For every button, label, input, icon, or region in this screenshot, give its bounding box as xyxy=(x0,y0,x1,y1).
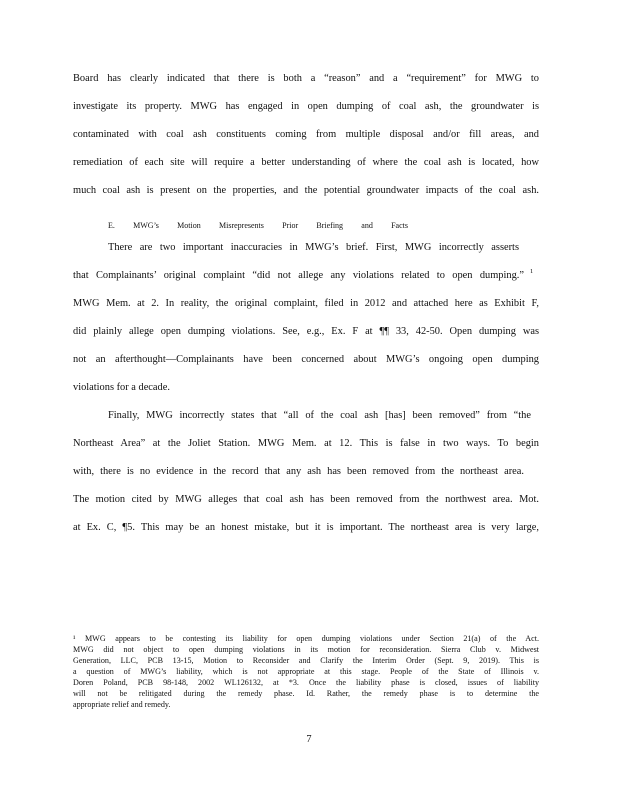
footnote-reference: 1 xyxy=(530,268,534,275)
paragraph-3-line: Northeast Area” at the Joliet Station. MWG Mem. at 12. This is false in two ways. To begin xyxy=(73,438,539,449)
body-line: much coal ash is present on the properties, and the potential groundwater impacts of the coal ash. xyxy=(73,185,539,196)
footnote-line: Doren Poland, PCB 98-148, 2002 WL126132, at *3. Once the liability phase is closed, issues of liability xyxy=(73,678,539,687)
footnote-line: MWG did not object to open dumping violations in its motion for reconsideration. Sierra Club v. Midwest xyxy=(73,645,539,654)
paragraph-3-line: Finally, MWG incorrectly states that “all of the coal ash [has] been removed” from “the xyxy=(108,410,531,421)
footnote-line: will not be relitigated during the remedy phase. Id. Rather, the remedy phase is to determine the xyxy=(73,689,539,698)
paragraph-2-line: that Complainants’ original complaint “did not allege any violations related to open dumping.” xyxy=(73,270,524,281)
body-line: Board has clearly indicated that there is both a “reason” and a “requirement” for MWG to xyxy=(73,73,539,84)
paragraph-2-line: violations for a decade. xyxy=(73,382,170,393)
paragraph-2-line: MWG Mem. at 2. In reality, the original complaint, filed in 2012 and attached here as Exhibit F, xyxy=(73,298,539,309)
paragraph-3-line: The motion cited by MWG alleges that coal ash has been removed from the northwest area. Mot. xyxy=(73,494,539,505)
footnote-line: Generation, LLC, PCB 13-15, Motion to Reconsider and Clarify the Interim Order (Sept. 9, 2019). This is xyxy=(73,656,539,665)
paragraph-2-line: did plainly allege open dumping violations. See, e.g., Ex. F at ¶¶ 33, 42-50. Open dumping was xyxy=(73,326,539,337)
body-line: investigate its property. MWG has engaged in open dumping of coal ash, the groundwater is xyxy=(73,101,539,112)
paragraph-2-line: not an afterthought—Complainants have been concerned about MWG’s ongoing open dumping xyxy=(73,354,539,365)
body-line: remediation of each site will require a better understanding of where the coal ash is located, how xyxy=(73,157,539,168)
footnote-line: ¹ MWG appears to be contesting its liability for open dumping violations under Section 21(a) of the Act. xyxy=(73,634,539,643)
footnote-line: a question of MWG’s liability, which is not appropriate at this stage. People of the State of Illinois v. xyxy=(73,667,539,676)
paragraph-3-line: with, there is no evidence in the record that any ash has been removed from the northeast area. xyxy=(73,466,524,477)
page-number: 7 xyxy=(306,734,312,745)
paragraph-3-line: at Ex. C, ¶5. This may be an honest mistake, but it is important. The northeast area is very large, xyxy=(73,522,539,533)
body-line: contaminated with coal ash constituents coming from multiple disposal and/or fill areas, and xyxy=(73,129,539,140)
paragraph-2-line: There are two important inaccuracies in MWG’s brief. First, MWG incorrectly asserts xyxy=(108,242,519,253)
footnote-line: appropriate relief and remedy. xyxy=(73,700,171,709)
section-heading: E. MWG’s Motion Misrepresents Prior Briefing and Facts xyxy=(108,221,408,230)
